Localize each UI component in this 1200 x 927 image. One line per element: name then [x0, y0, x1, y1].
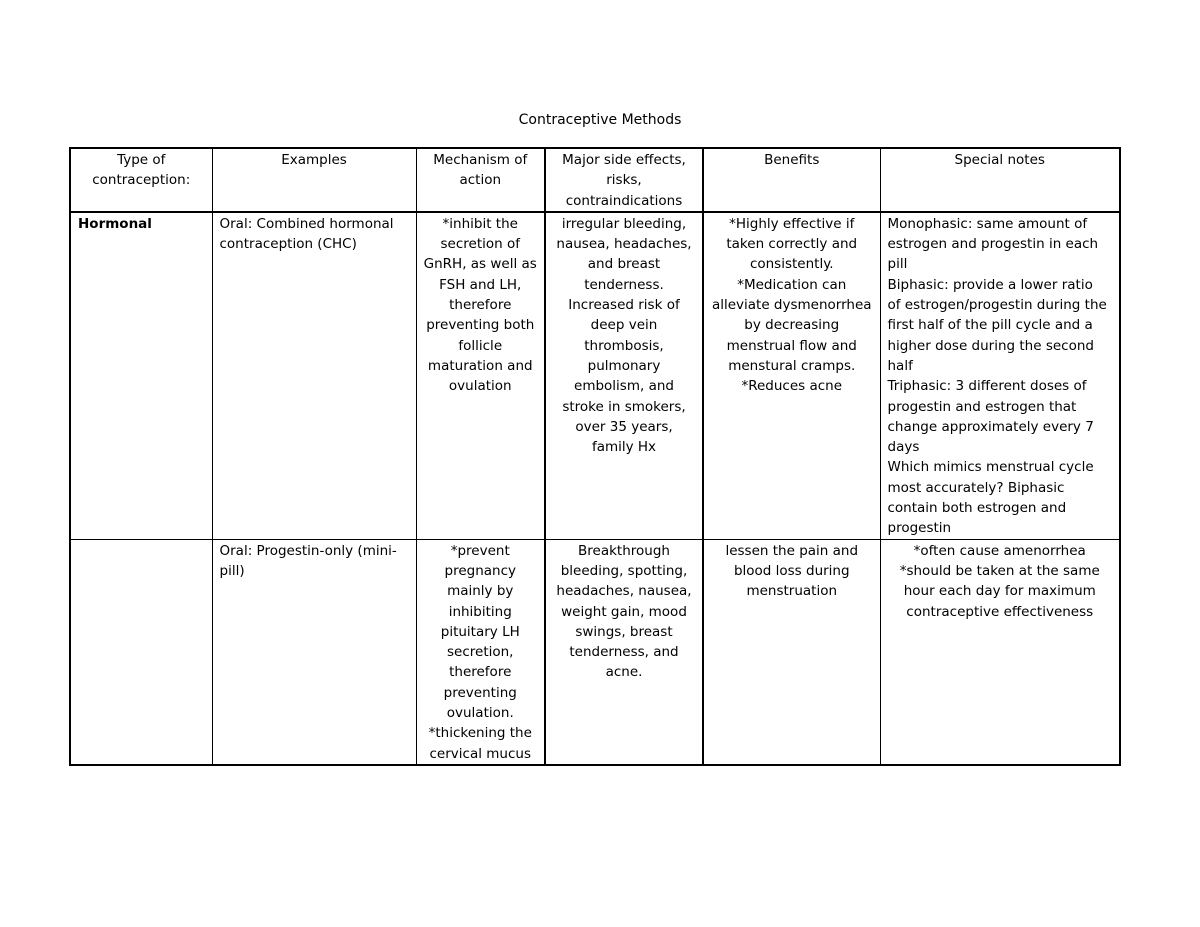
contraceptive-methods-table [69, 147, 1121, 766]
header-examples: Examples [212, 148, 416, 212]
cell-example: Oral: Progestin-only (mini- pill) [212, 539, 416, 765]
cell-type [70, 539, 212, 765]
page-title: Contraceptive Methods [518, 112, 682, 128]
cell-benefits: lessen the pain and blood loss during menstruation [703, 539, 880, 765]
cell-example: Oral: Combined hormonal contraception (CHC) [212, 212, 416, 539]
table-row [70, 212, 1120, 539]
cell-mechanism: *prevent pregnancy mainly by inhibiting pituitary LH secretion, therefore preventing ovulation. *thickening the cervical mucus [416, 539, 545, 765]
header-mechanism: Mechanism of action [416, 148, 545, 212]
cell-notes: *often cause amenorrhea *should be taken at the same hour each day for maximum contraceptive effectiveness [880, 539, 1120, 765]
cell-side-effects: Breakthrough bleeding, spotting, headaches, nausea, weight gain, mood swings, breast tenderness, and acne. [545, 539, 703, 765]
cell-notes: Monophasic: same amount of estrogen and progestin in each pill Biphasic: provide a lower ratio of estrogen/progestin during the first half of the pill cycle and a higher dose during the second half Triphasic: 3 different doses of progestin and estrogen that change approximately every 7 days Which mimics menstrual cycle most accurately? Biphasic contain both estrogen and progestin [880, 212, 1120, 539]
table-header-row [70, 148, 1120, 212]
cell-type: Hormonal [70, 212, 212, 539]
header-benefits: Benefits [703, 148, 880, 212]
header-special-notes: Special notes [880, 148, 1120, 212]
header-type: Type of contraception: [70, 148, 212, 212]
table-row [70, 539, 1120, 765]
header-side-effects: Major side effects, risks, contraindications [545, 148, 703, 212]
cell-side-effects: irregular bleeding, nausea, headaches, and breast tenderness. Increased risk of deep vein thrombosis, pulmonary embolism, and stroke in smokers, over 35 years, family Hx [545, 212, 703, 539]
cell-benefits: *Highly effective if taken correctly and consistently. *Medication can alleviate dysmenorrhea by decreasing menstrual flow and menstural cramps. *Reduces acne [703, 212, 880, 539]
cell-mechanism: *inhibit the secretion of GnRH, as well as FSH and LH, therefore preventing both follicle maturation and ovulation [416, 212, 545, 539]
